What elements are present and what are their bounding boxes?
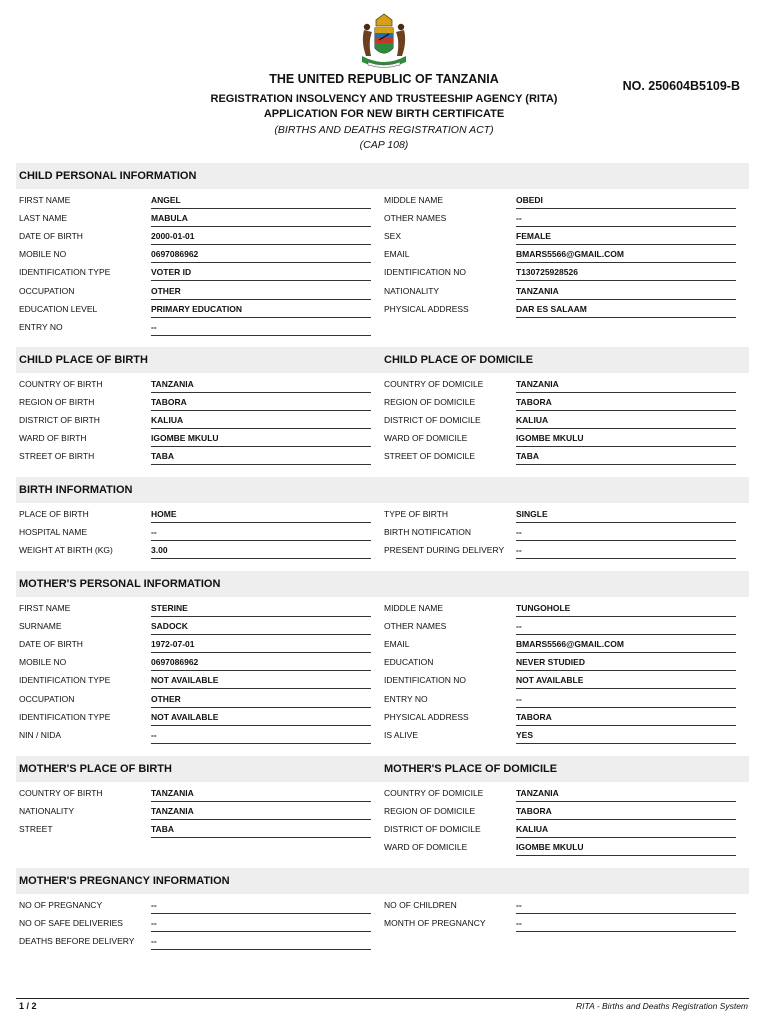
field-value: SINGLE: [516, 506, 736, 523]
section-header: [16, 756, 749, 782]
section-header: [16, 571, 749, 597]
section-title: MOTHER'S PREGNANCY INFORMATION: [19, 875, 230, 887]
field-row: [384, 672, 736, 690]
field-label: NO OF SAFE DELIVERIES: [19, 918, 123, 929]
field-row: [384, 897, 736, 915]
field-label: IDENTIFICATION TYPE: [19, 267, 111, 278]
field-label: COUNTRY OF DOMICILE: [384, 788, 484, 798]
page-number: 1 / 2: [19, 1001, 37, 1011]
field-row: [19, 210, 371, 228]
field-value: --: [516, 524, 736, 541]
field-row: [19, 524, 371, 542]
field-row: [19, 897, 371, 915]
field-row: [19, 654, 371, 672]
field-label: BIRTH NOTIFICATION: [384, 527, 472, 538]
field-row: [384, 636, 736, 654]
field-value: BMARS5566@GMAIL.COM: [516, 636, 736, 653]
field-label: DATE OF BIRTH: [19, 231, 83, 242]
field-row: [19, 448, 371, 466]
field-label: PHYSICAL ADDRESS: [384, 711, 469, 722]
field-row: [19, 264, 371, 282]
act-subtitle: (BIRTHS AND DEATHS REGISTRATION ACT): [274, 124, 494, 136]
field-label: IDENTIFICATION TYPE: [19, 675, 111, 686]
field-value: NOT AVAILABLE: [151, 672, 371, 689]
field-row: [19, 933, 371, 951]
field-value: KALIUA: [516, 412, 736, 429]
field-value: MABULA: [151, 210, 371, 227]
field-label: DISTRICT OF DOMICILE: [384, 415, 481, 426]
section-title: CHILD PERSONAL INFORMATION: [19, 170, 197, 182]
field-row: [19, 376, 371, 394]
field-label: REGION OF BIRTH: [19, 397, 95, 408]
field-value: OTHER: [151, 283, 371, 300]
field-row: [384, 691, 736, 709]
field-value: --: [151, 727, 371, 744]
section-header: [16, 163, 749, 189]
field-label: OTHER NAMES: [384, 213, 447, 224]
field-label: OCCUPATION: [19, 693, 75, 704]
field-label: DATE OF BIRTH: [19, 639, 83, 650]
field-label: IDENTIFICATION NO: [384, 267, 467, 278]
field-row: [19, 618, 371, 636]
field-value: YES: [516, 727, 736, 744]
field-row: [384, 821, 736, 839]
field-label: DISTRICT OF DOMICILE: [384, 824, 481, 835]
field-label: PLACE OF BIRTH: [19, 509, 89, 519]
field-row: [384, 600, 736, 618]
field-row: [384, 210, 736, 228]
field-value: NOT AVAILABLE: [516, 672, 736, 689]
field-label: MIDDLE NAME: [384, 603, 444, 613]
field-row: [19, 283, 371, 301]
field-value: TABORA: [516, 394, 736, 411]
field-label: FIRST NAME: [19, 195, 71, 205]
field-label: SEX: [384, 231, 402, 242]
field-row: [19, 803, 371, 821]
field-value: 0697086962: [151, 654, 371, 671]
section-title-right: CHILD PLACE OF DOMICILE: [384, 354, 534, 366]
field-label: WARD OF DOMICILE: [384, 842, 468, 853]
field-value: KALIUA: [151, 412, 371, 429]
field-value: 2000-01-01: [151, 228, 371, 245]
field-row: [384, 283, 736, 301]
field-label: NATIONALITY: [19, 806, 75, 817]
field-row: [19, 636, 371, 654]
field-value: PRIMARY EDUCATION: [151, 301, 371, 318]
field-row: [19, 600, 371, 618]
field-value: DAR ES SALAAM: [516, 301, 736, 318]
field-row: [384, 301, 736, 319]
field-label: OCCUPATION: [19, 285, 75, 296]
field-row: [384, 394, 736, 412]
field-value: TANZANIA: [151, 376, 371, 393]
coat-of-arms-icon: [356, 12, 412, 70]
field-row: [19, 506, 371, 524]
field-row: [384, 246, 736, 264]
field-label: COUNTRY OF BIRTH: [19, 788, 103, 798]
field-label: ENTRY NO: [384, 693, 428, 704]
field-value: T130725928526: [516, 264, 736, 281]
field-value: TUNGOHOLE: [516, 600, 736, 617]
document-number: NO. 250604B5109-B: [622, 79, 740, 93]
field-label: HOSPITAL NAME: [19, 527, 88, 538]
field-value: BMARS5566@GMAIL.COM: [516, 246, 736, 263]
field-row: [19, 430, 371, 448]
field-value: --: [516, 897, 736, 914]
field-value: --: [151, 897, 371, 914]
field-label: EDUCATION: [384, 657, 434, 668]
field-label: PHYSICAL ADDRESS: [384, 303, 469, 314]
cap-subtitle: (CAP 108): [359, 139, 409, 151]
field-label: LAST NAME: [19, 213, 68, 224]
agency-title: REGISTRATION INSOLVENCY AND TRUSTEESHIP AGENCY (RITA): [210, 93, 558, 105]
field-value: TABA: [151, 448, 371, 465]
field-row: [19, 301, 371, 319]
field-value: TANZANIA: [516, 785, 736, 802]
field-row: [19, 727, 371, 745]
field-label: NATIONALITY: [384, 285, 440, 296]
field-row: [19, 228, 371, 246]
field-label: SURNAME: [19, 621, 62, 632]
field-label: NO OF CHILDREN: [384, 900, 457, 910]
section-title-right: MOTHER'S PLACE OF DOMICILE: [384, 763, 558, 775]
field-value: TANZANIA: [516, 376, 736, 393]
field-row: [19, 691, 371, 709]
field-label: COUNTRY OF DOMICILE: [384, 379, 484, 389]
field-row: [384, 524, 736, 542]
field-row: [19, 785, 371, 803]
field-value: --: [516, 210, 736, 227]
field-value: VOTER ID: [151, 264, 371, 281]
field-row: [384, 412, 736, 430]
form-title: APPLICATION FOR NEW BIRTH CERTIFICATE: [263, 108, 505, 120]
field-label: IS ALIVE: [384, 729, 419, 740]
field-row: [19, 192, 371, 210]
section-title: MOTHER'S PERSONAL INFORMATION: [19, 578, 221, 590]
field-label: REGION OF DOMICILE: [384, 397, 476, 408]
field-label: TYPE OF BIRTH: [384, 509, 449, 519]
system-name: RITA - Births and Deaths Registration System: [576, 1001, 748, 1011]
field-value: --: [151, 933, 371, 950]
field-label: FIRST NAME: [19, 603, 71, 613]
field-value: 1972-07-01: [151, 636, 371, 653]
field-label: DEATHS BEFORE DELIVERY: [19, 936, 135, 947]
field-row: [384, 506, 736, 524]
field-value: --: [151, 524, 371, 541]
field-row: [384, 803, 736, 821]
field-label: WEIGHT AT BIRTH (KG): [19, 545, 113, 556]
field-value: HOME: [151, 506, 371, 523]
field-value: STERINE: [151, 600, 371, 617]
field-row: [384, 839, 736, 857]
section-title: MOTHER'S PLACE OF BIRTH: [19, 763, 172, 775]
field-value: NOT AVAILABLE: [151, 709, 371, 726]
field-value: --: [151, 915, 371, 932]
field-label: STREET: [19, 824, 53, 835]
field-label: MOBILE NO: [19, 249, 67, 260]
field-label: OTHER NAMES: [384, 621, 447, 632]
field-row: [384, 654, 736, 672]
field-value: ANGEL: [151, 192, 371, 209]
field-value: TANZANIA: [516, 283, 736, 300]
field-row: [384, 915, 736, 933]
field-value: 3.00: [151, 542, 371, 559]
field-value: --: [516, 618, 736, 635]
footer-divider: [16, 998, 749, 999]
field-row: [384, 228, 736, 246]
field-value: OBEDI: [516, 192, 736, 209]
field-value: --: [516, 691, 736, 708]
field-row: [19, 672, 371, 690]
field-row: [19, 709, 371, 727]
field-label: IDENTIFICATION TYPE: [19, 711, 111, 722]
field-row: [384, 192, 736, 210]
field-label: COUNTRY OF BIRTH: [19, 379, 103, 389]
field-label: PRESENT DURING DELIVERY: [384, 545, 505, 556]
field-label: MONTH OF PREGNANCY: [384, 918, 486, 929]
field-value: IGOMBE MKULU: [516, 839, 736, 856]
field-label: MOBILE NO: [19, 657, 67, 668]
section-title: CHILD PLACE OF BIRTH: [19, 354, 148, 366]
country-title: THE UNITED REPUBLIC OF TANZANIA: [269, 72, 499, 86]
field-row: [384, 709, 736, 727]
field-value: NEVER STUDIED: [516, 654, 736, 671]
field-value: TABORA: [151, 394, 371, 411]
field-value: --: [151, 319, 371, 336]
field-row: [384, 264, 736, 282]
field-row: [19, 821, 371, 839]
field-row: [384, 448, 736, 466]
field-label: EMAIL: [384, 639, 410, 650]
field-value: TANZANIA: [151, 785, 371, 802]
field-row: [384, 785, 736, 803]
field-row: [19, 915, 371, 933]
section-header: [16, 868, 749, 894]
section-header: [16, 347, 749, 373]
field-row: [384, 618, 736, 636]
section-header: [16, 477, 749, 503]
field-value: TANZANIA: [151, 803, 371, 820]
field-row: [19, 246, 371, 264]
field-value: TABORA: [516, 803, 736, 820]
field-row: [384, 542, 736, 560]
field-value: FEMALE: [516, 228, 736, 245]
field-value: IGOMBE MKULU: [516, 430, 736, 447]
field-row: [384, 376, 736, 394]
field-label: EMAIL: [384, 249, 410, 260]
field-label: ENTRY NO: [19, 321, 63, 332]
section-title: BIRTH INFORMATION: [19, 484, 133, 496]
field-value: 0697086962: [151, 246, 371, 263]
field-label: STREET OF BIRTH: [19, 451, 95, 462]
field-value: OTHER: [151, 691, 371, 708]
field-label: IDENTIFICATION NO: [384, 675, 467, 686]
field-label: STREET OF DOMICILE: [384, 451, 475, 462]
field-value: IGOMBE MKULU: [151, 430, 371, 447]
field-label: WARD OF DOMICILE: [384, 433, 468, 444]
field-value: KALIUA: [516, 821, 736, 838]
field-row: [384, 430, 736, 448]
field-value: TABA: [516, 448, 736, 465]
field-row: [19, 319, 371, 337]
field-row: [19, 394, 371, 412]
field-label: MIDDLE NAME: [384, 195, 444, 205]
field-label: WARD OF BIRTH: [19, 433, 87, 444]
field-row: [384, 727, 736, 745]
field-value: TABORA: [516, 709, 736, 726]
field-row: [19, 412, 371, 430]
field-value: SADOCK: [151, 618, 371, 635]
field-label: EDUCATION LEVEL: [19, 303, 98, 314]
field-value: --: [516, 915, 736, 932]
field-label: REGION OF DOMICILE: [384, 806, 476, 817]
field-label: NIN / NIDA: [19, 729, 62, 740]
field-label: NO OF PREGNANCY: [19, 900, 103, 910]
field-value: TABA: [151, 821, 371, 838]
field-row: [19, 542, 371, 560]
field-value: --: [516, 542, 736, 559]
field-label: DISTRICT OF BIRTH: [19, 415, 100, 426]
